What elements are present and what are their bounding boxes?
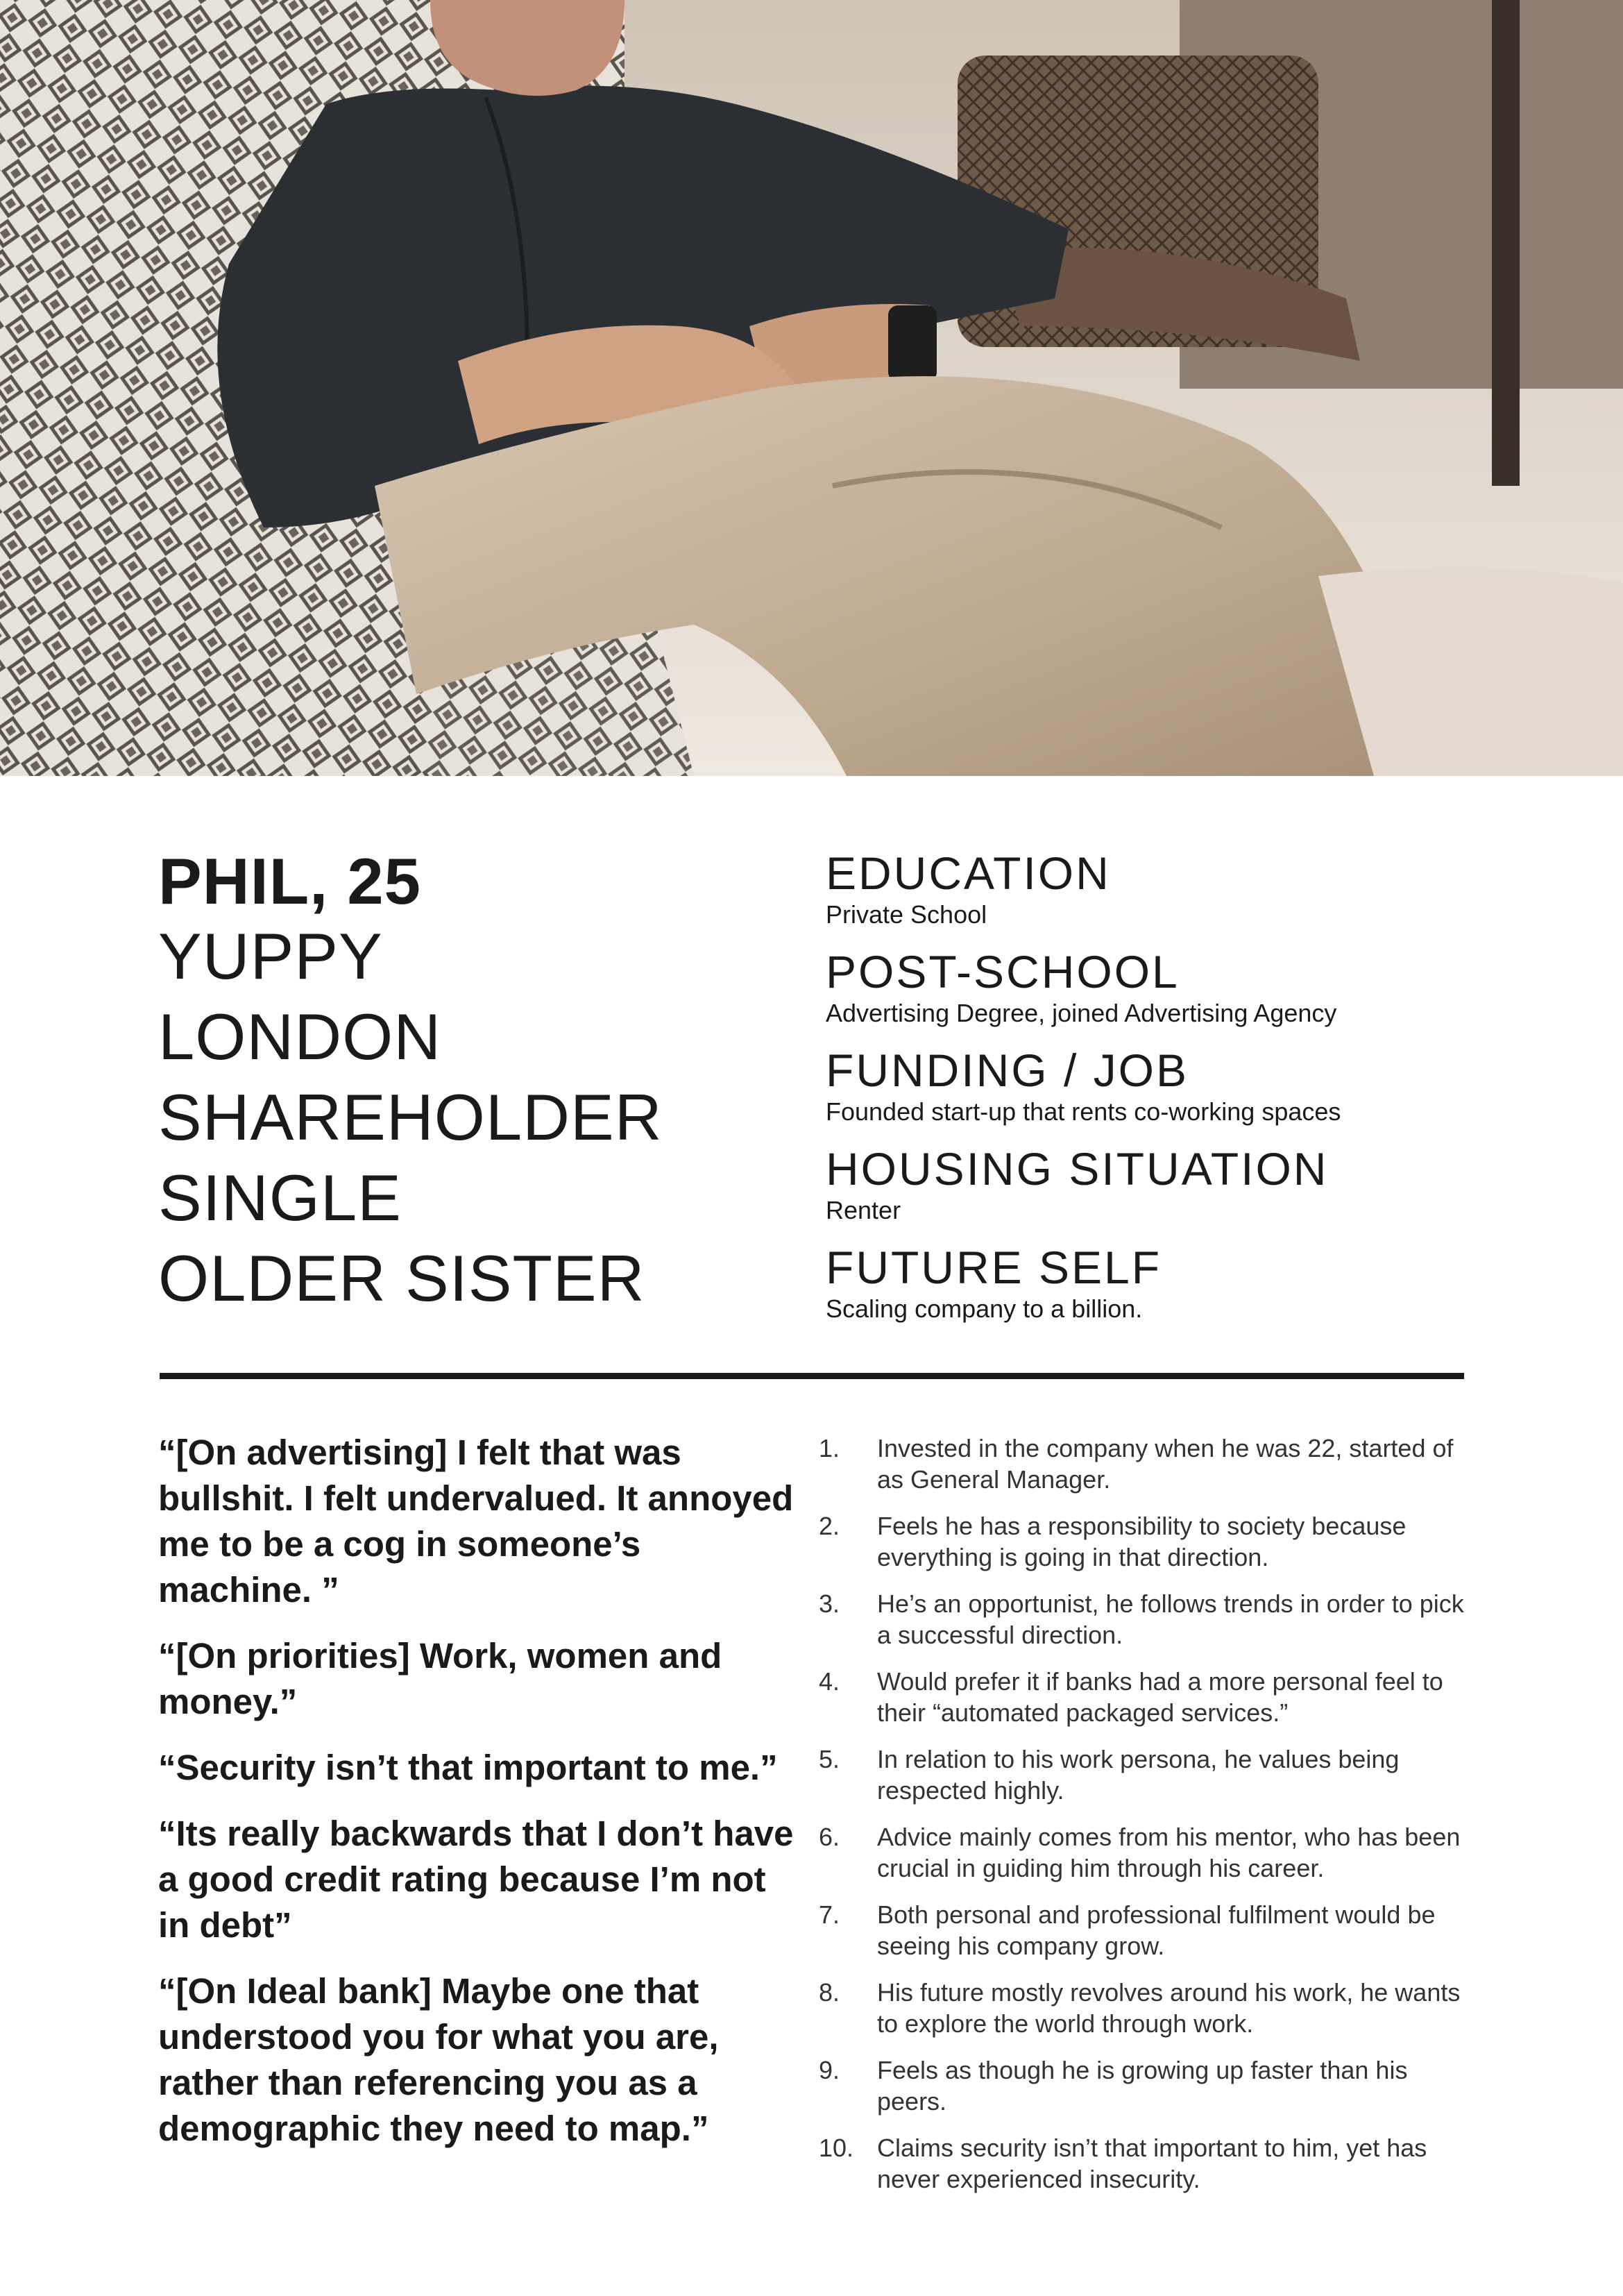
list-number: 3.	[819, 1589, 840, 1618]
quote-security: “Security isn’t that important to me.”	[158, 1748, 778, 1787]
list-number: 6.	[819, 1823, 840, 1851]
persona-tag-sibling: OLDER SISTER	[158, 1242, 645, 1315]
list-number: 4.	[819, 1667, 840, 1696]
hero-photo-illustration	[0, 0, 1623, 776]
persona-summary	[158, 847, 783, 1319]
list-number: 8.	[819, 1978, 840, 2007]
list-text: He’s an opportunist, he follows trends in order to pick a successful direction.	[877, 1589, 1464, 1649]
list-number: 1.	[819, 1434, 840, 1462]
section-divider	[160, 1373, 1464, 1379]
persona-tag-type: YUPPY	[158, 920, 383, 993]
list-text: His future mostly revolves around his work, he wants to explore the world through work.	[877, 1978, 1461, 2038]
list-text: Would prefer it if banks had a more personal feel to their “automated packaged services.”	[877, 1667, 1443, 1727]
quote-credit-rating: “Its really backwards that I don’t have a good credit rating because I’m not in debt”	[158, 1814, 794, 1945]
quote-priorities: “[On priorities] Work, women and money.”	[158, 1636, 722, 1721]
list-number: 2.	[819, 1512, 840, 1540]
fact-housing	[826, 1144, 1520, 1227]
fact-heading: FUTURE SELF	[826, 1242, 1162, 1293]
list-item	[819, 1899, 1478, 1961]
list-item	[819, 1744, 1478, 1806]
persona-name: PHIL, 25	[158, 845, 421, 918]
list-number: 10.	[819, 2134, 854, 2162]
list-item	[819, 1433, 1478, 1495]
fact-education	[826, 848, 1520, 931]
list-number: 9.	[819, 2056, 840, 2084]
list-item	[819, 1588, 1478, 1651]
fact-heading: FUNDING / JOB	[826, 1045, 1189, 1096]
list-item	[819, 2054, 1478, 2117]
fact-heading: EDUCATION	[826, 847, 1111, 899]
quote-ideal-bank: “[On Ideal bank] Maybe one that understood you for what you are, rather than referencing you as a demographic they need to map.”	[158, 1971, 719, 2148]
persona-facts	[826, 848, 1520, 1341]
fact-value: Scaling company to a billion.	[826, 1294, 1143, 1323]
persona-tag-role: SHAREHOLDER	[158, 1081, 663, 1154]
fact-funding-job	[826, 1045, 1520, 1129]
fact-value: Founded start-up that rents co-working spaces	[826, 1097, 1341, 1126]
list-item	[819, 1510, 1478, 1573]
list-item	[819, 1977, 1478, 2039]
list-number: 5.	[819, 1745, 840, 1773]
list-text: Invested in the company when he was 22, started of as General Manager.	[877, 1434, 1454, 1494]
fact-value: Renter	[826, 1196, 901, 1224]
list-number: 7.	[819, 1900, 840, 1929]
list-text: In relation to his work persona, he values being respected highly.	[877, 1745, 1400, 1805]
fact-heading: POST-SCHOOL	[826, 946, 1180, 997]
fact-value: Advertising Degree, joined Advertising Agency	[826, 999, 1337, 1027]
fact-heading: HOUSING SITUATION	[826, 1143, 1329, 1195]
list-text: Claims security isn’t that important to him, yet has never experienced insecurity.	[877, 2134, 1427, 2193]
insights-list	[819, 1433, 1478, 2210]
list-text: Both personal and professional fulfilment would be seeing his company grow.	[877, 1900, 1436, 1960]
list-text: Feels he has a responsibility to society because everything is going in that direction.	[877, 1512, 1407, 1571]
quote-advertising: “[On advertising] I felt that was bullshit. I felt undervalued. It annoyed me to be a cog in someone’s machine. ”	[158, 1433, 794, 1610]
list-text: Advice mainly comes from his mentor, who has been crucial in guiding him through his career.	[877, 1823, 1461, 1882]
persona-tag-location: LONDON	[158, 1000, 442, 1073]
hero-photo	[0, 0, 1623, 776]
list-item	[819, 1666, 1478, 1728]
list-item	[819, 1821, 1478, 1884]
quotes-column	[158, 1430, 797, 2172]
list-text: Feels as though he is growing up faster than his peers.	[877, 2056, 1408, 2116]
fact-value: Private School	[826, 900, 987, 929]
list-item	[819, 2132, 1478, 2195]
fact-future-self	[826, 1242, 1520, 1326]
persona-tag-status: SINGLE	[158, 1161, 402, 1234]
fact-post-school	[826, 947, 1520, 1030]
